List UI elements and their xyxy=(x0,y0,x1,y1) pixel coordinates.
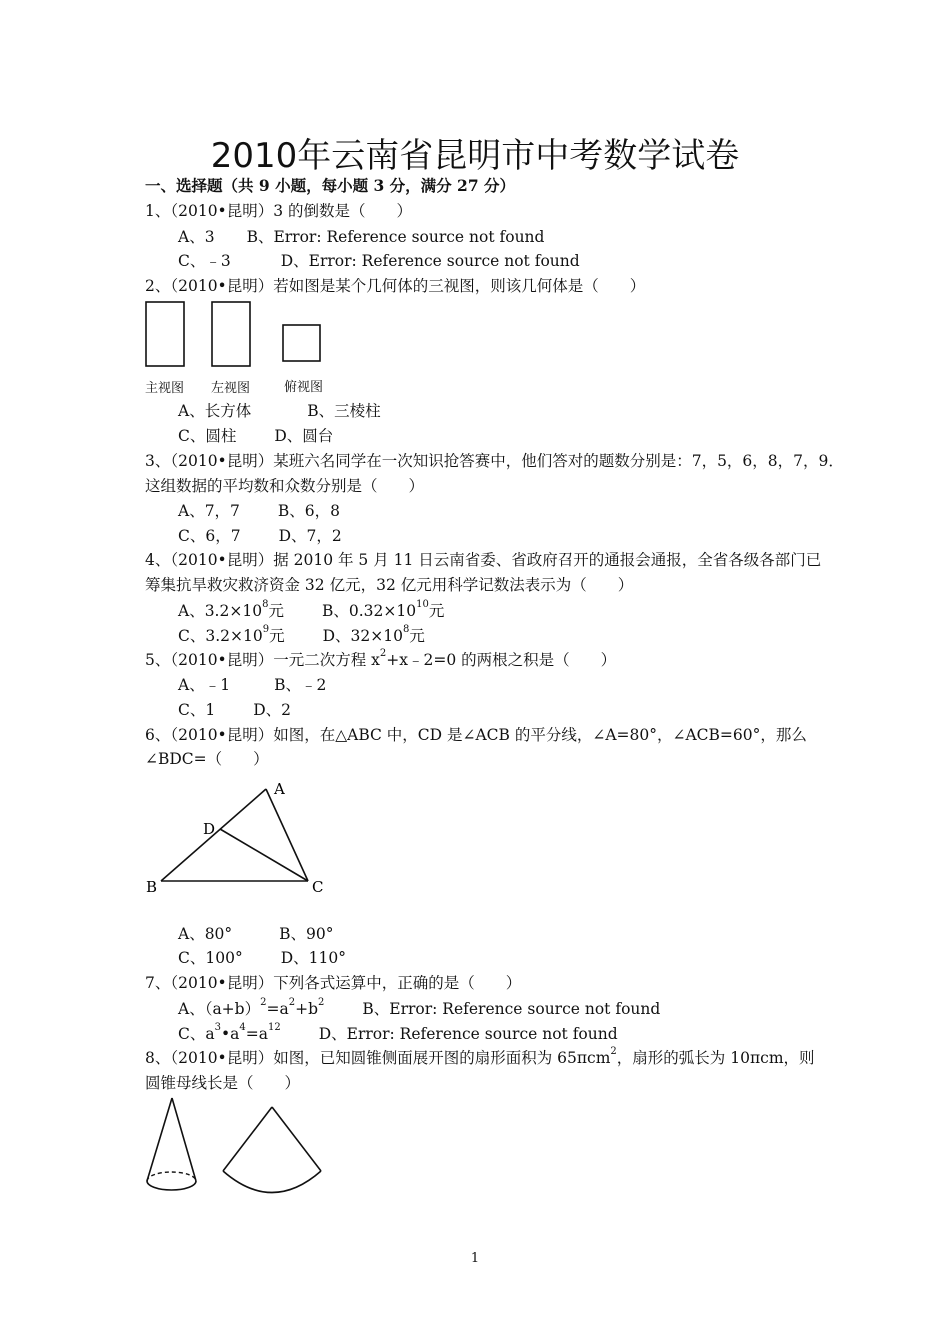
question-2-options-ab xyxy=(178,401,381,421)
q7-option-c: C、$a^3•a^4=a^{12}$ xyxy=(178,1021,281,1043)
page-number: 1 xyxy=(470,1251,480,1266)
q5-option-b: B、﹣2 xyxy=(274,676,327,694)
sector-right-radius xyxy=(272,1107,321,1171)
cone-base-front xyxy=(147,1181,196,1190)
page-title: 2010年云南省昆明市中考数学试卷 xyxy=(210,136,740,176)
q6-option-c: C、100° xyxy=(178,949,243,967)
question-4-options-ab xyxy=(178,598,445,621)
section-heading: 一、选择题（共 9 小题，每小题 3 分，满分 27 分） xyxy=(145,176,516,195)
question-2-options-cd xyxy=(178,426,333,446)
question-4-options-cd xyxy=(178,623,425,646)
q7-option-b: B、Error: Reference source not found xyxy=(362,1000,661,1018)
side-ac xyxy=(266,789,308,881)
question-7-options-cd xyxy=(178,1021,618,1044)
q5-option-d: D、2 xyxy=(253,701,292,719)
question-6-stem-line1: 6、（2010•昆明）如图，在△ABC 中，CD 是∠ACB 的平分线，∠A=80°，∠ACB=60°，那么 xyxy=(145,726,807,744)
question-3-stem-line1: 3、（2010•昆明）某班六名同学在一次知识抢答赛中，他们答对的题数分别是：7，5，6，8，7，9． xyxy=(145,452,844,470)
side-view-label: 左视图 xyxy=(211,381,251,396)
question-4-stem-line2: 筹集抗旱救灾救济资金 32 亿元，32 亿元用科学记数法表示为（ ） xyxy=(145,576,634,594)
front-view-rect xyxy=(146,302,184,366)
question-1-options-cd xyxy=(178,251,580,271)
q6-option-a: A、80° xyxy=(178,925,233,943)
sector-left-radius xyxy=(223,1107,272,1171)
q4-option-c: C、$3.2\times 10^9$元 xyxy=(178,623,285,645)
question-6-options-cd xyxy=(178,948,346,968)
question-5-stem: 5、（2010•昆明）一元二次方程 $x^2+x﹣2=0$ 的两根之积是（ ） xyxy=(145,647,617,669)
cone-and-sector-figure xyxy=(140,1092,380,1200)
q4-option-a: A、$3.2\times 10^8$元 xyxy=(178,598,284,620)
question-6-options-ab xyxy=(178,924,334,944)
q1-option-a: A、3 xyxy=(178,228,215,246)
question-7-options-ab xyxy=(178,996,661,1019)
triangle-abc-figure xyxy=(140,772,340,900)
question-8-stem-line1: 8、（2010•昆明）如图，已知圆锥侧面展开图的扇形面积为 65πcm$^2$，扇形的弧长为 10πcm，则 xyxy=(145,1045,815,1067)
question-1-options-ab xyxy=(178,227,544,247)
question-8-stem-line2: 圆锥母线长是（ ） xyxy=(145,1074,301,1092)
q6-option-d: D、110° xyxy=(280,949,346,967)
question-3-options-cd xyxy=(178,526,342,546)
q1-option-b: B、Error: Reference source not found xyxy=(246,228,545,246)
label-a: A xyxy=(274,780,285,798)
q2-option-d: D、圆台 xyxy=(274,427,334,445)
q3-option-a: A、7，7 xyxy=(178,502,240,520)
label-b: B xyxy=(146,878,158,896)
question-6-stem-line2: ∠BDC=（ ） xyxy=(145,750,269,768)
question-1-stem: 1、（2010•昆明）3 的倒数是（ ） xyxy=(145,202,412,220)
q2-option-a: A、长方体 xyxy=(178,402,252,420)
top-view-rect xyxy=(283,325,320,361)
question-3-options-ab xyxy=(178,501,340,521)
q3-option-c: C、6，7 xyxy=(178,527,241,545)
question-4-stem-line1: 4、（2010•昆明）据 2010 年 5 月 11 日云南省委、省政府召开的通报会通报，全省各级各部门已 xyxy=(145,551,822,569)
front-view-label: 主视图 xyxy=(145,381,185,396)
question-5-options-ab xyxy=(178,675,326,695)
bisector-cd xyxy=(220,829,308,881)
question-2-stem: 2、（2010•昆明）若如图是某个几何体的三视图，则该几何体是（ ） xyxy=(145,277,646,295)
question-5-options-cd xyxy=(178,700,291,720)
q2-option-c: C、圆柱 xyxy=(178,427,237,445)
q1-option-d: D、Error: Reference source not found xyxy=(280,252,580,270)
q3-option-d: D、7，2 xyxy=(278,527,342,545)
q7-option-a: A、$(a+b)^2=a^2+b^2$ xyxy=(178,996,325,1018)
question-7-stem: 7、（2010•昆明）下列各式运算中，正确的是（ ） xyxy=(145,974,522,992)
q1-option-c: C、﹣3 xyxy=(178,252,231,270)
label-d: D xyxy=(203,820,216,838)
q5-option-a: A、﹣1 xyxy=(178,676,231,694)
side-view-rect xyxy=(212,302,250,366)
top-view-label: 俯视图 xyxy=(284,380,324,395)
q6-option-b: B、90° xyxy=(279,925,334,943)
cone-left-edge xyxy=(147,1098,172,1181)
q7-option-d: D、Error: Reference source not found xyxy=(318,1025,618,1043)
label-c: C xyxy=(312,878,324,896)
q4-option-d: D、$32\times 10^8$元 xyxy=(322,623,425,645)
q4-option-b: B、$0.32\times 10^{10}$元 xyxy=(321,598,445,620)
question-3-stem-line2: 这组数据的平均数和众数分别是（ ） xyxy=(145,477,425,495)
q2-option-b: B、三棱柱 xyxy=(307,402,381,420)
q3-option-b: B、6，8 xyxy=(277,502,341,520)
q5-option-c: C、1 xyxy=(178,701,216,719)
cone-right-edge xyxy=(172,1098,196,1181)
sector-arc xyxy=(223,1171,321,1193)
cone-base-back xyxy=(147,1172,196,1181)
